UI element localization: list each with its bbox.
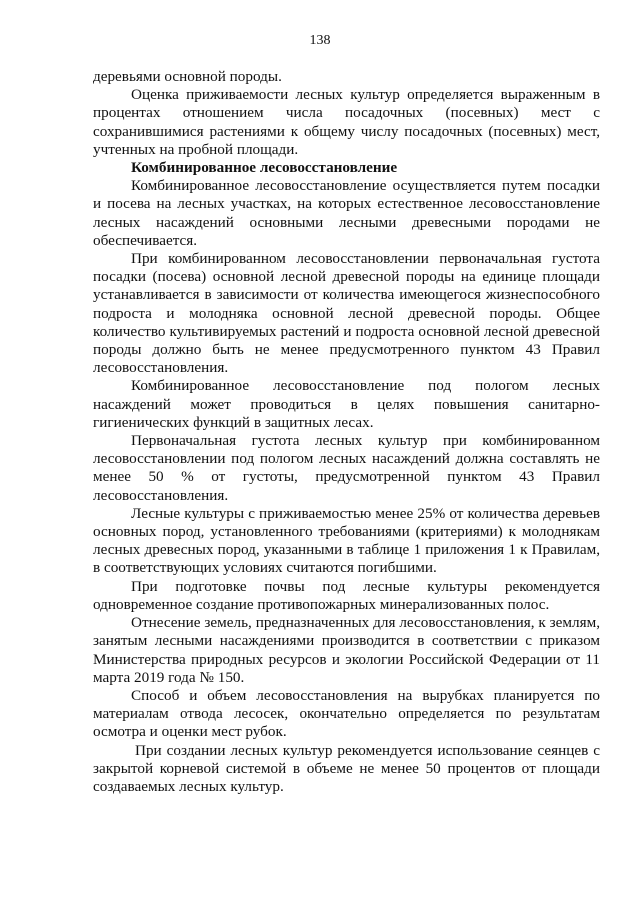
paragraph-failed-cultures: Лесные культуры с приживаемостью менее 25% от количества деревьев основных пород, установленного требованиями (критериями) к молоднякам лесных древесных пород, указанными в таблице 1 приложения 1 к Правилам, в соответствующих условиях считаются погибшими. bbox=[93, 504, 600, 577]
paragraph-survival-assessment: Оценка приживаемости лесных культур определяется выраженным в процентах отношением числа посадочных (посевных) мест с сохранившимися растениями к общему числу посадочных (посевных) мест, учтенных на пробной площади. bbox=[93, 86, 600, 158]
paragraph-under-canopy: Комбинированное лесовосстановление под пологом лесных насаждений может проводиться в целях повышения санитарно-гигиенических функций в защитных лесах. bbox=[93, 377, 600, 431]
paragraph-continuation: деревьями основной породы. bbox=[93, 68, 282, 85]
document-body bbox=[93, 68, 600, 796]
page-number: 138 bbox=[309, 33, 331, 48]
section-heading: Комбинированное лесовосстановление bbox=[131, 159, 398, 177]
paragraph-initial-density: При комбинированном лесовосстановлении первоначальная густота посадки (посева) основной лесной древесной породы на единице площади устанавливается в зависимости от количества имеющегося жизнеспособного подроста и молодняка основной лесной древесной породы. Общее количество культивируемых растений и подроста основной лесной древесной породы должно быть не менее предусмотренного пунктом 43 Правил лесовосстановления. bbox=[93, 250, 600, 377]
paragraph-soil-preparation: При подготовке почвы под лесные культуры рекомендуется одновременное создание противопожарных минерализованных полос. bbox=[93, 577, 600, 613]
paragraph-land-classification: Отнесение земель, предназначенных для лесовосстановления, к землям, занятым лесными насаждениями производится в соответствии с приказом Министерства природных ресурсов и экологии Российской Федерации от 11 марта 2019 года № 150. bbox=[93, 614, 600, 686]
paragraph-seedlings-recommendation: При создании лесных культур рекомендуется использование сеянцев с закрытой корневой системой в объеме не менее 50 процентов от площади создаваемых лесных культур. bbox=[93, 741, 600, 795]
paragraph-combined-definition: Комбинированное лесовосстановление осуществляется путем посадки и посева на лесных участках, на которых естественное лесовосстановление лесных насаждений основными лесными древесными породами не обеспечивается. bbox=[93, 177, 600, 249]
paragraph-density-under-canopy: Первоначальная густота лесных культур при комбинированном лесовосстановлении под пологом лесных насаждений должна составлять не менее 50 % от густоты, предусмотренной пунктом 43 Правил лесовосстановления. bbox=[93, 432, 600, 504]
paragraph-method-planning: Способ и объем лесовосстановления на вырубках планируется по материалам отвода лесосек, окончательно определяется по результатам осмотра и оценки мест рубок. bbox=[93, 686, 600, 741]
